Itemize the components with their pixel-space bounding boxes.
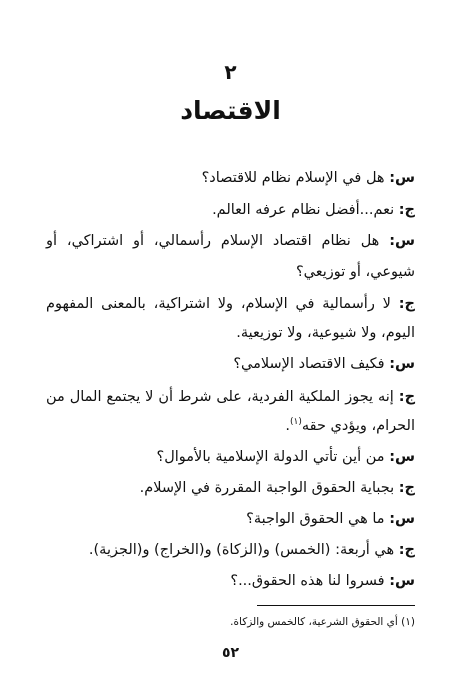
continuation-line [46, 416, 415, 438]
answer-line [46, 478, 415, 498]
line-text: هي أربعة: (الخمس) و(الزكاة) و(الخراج) و(الجزية). [88, 542, 395, 558]
question-line [46, 571, 415, 591]
question-line [46, 354, 415, 374]
footnote-divider [257, 605, 415, 606]
answer-line [46, 540, 415, 560]
chapter-title: الاقتصاد [180, 96, 281, 125]
question-line [46, 168, 415, 188]
question-label: س: [389, 356, 415, 372]
answer-label: ج: [398, 542, 415, 558]
answer-label: ج: [398, 202, 415, 218]
answer-label: ج: [398, 296, 415, 312]
line-text: لا رأسمالية في الإسلام، ولا اشتراكية، بالمعنى المفهوم [46, 296, 391, 312]
answer-line [46, 200, 415, 220]
line-text: شيوعي، أو توزيعي؟ [295, 264, 415, 280]
line-text: فسروا لنا هذه الحقوق...؟ [230, 573, 385, 589]
question-label: س: [389, 170, 415, 186]
line-text: ما هي الحقوق الواجبة؟ [246, 511, 385, 527]
question-label: س: [389, 573, 415, 589]
answer-line [46, 294, 415, 314]
line-text: اليوم، ولا شيوعية، ولا توزيعية. [236, 325, 415, 341]
line-text: نعم...أفضل نظام عرفه العالم. [212, 202, 395, 218]
continuation-line [46, 323, 415, 343]
line-text: الحرام، ويؤدي حقه [301, 418, 415, 434]
question-label: س: [389, 511, 415, 527]
line-text: إنه يجوز الملكية الفردية، على شرط أن لا يجتمع المال من [46, 389, 394, 405]
line-text: من أين تأتي الدولة الإسلامية بالأموال؟ [156, 449, 385, 465]
question-line [46, 509, 415, 529]
answer-line [46, 387, 415, 407]
footnote: (١) أي الحقوق الشرعية، كالخمس والزكاة. [230, 616, 415, 628]
chapter-number: ٢ [224, 60, 237, 84]
line-end-punctuation: . [285, 418, 290, 434]
answer-label: ج: [398, 480, 415, 496]
question-line [46, 231, 415, 251]
question-label: س: [389, 233, 416, 249]
question-label: س: [389, 449, 415, 465]
line-text: فكيف الاقتصاد الإسلامي؟ [233, 356, 385, 372]
line-text: بجباية الحقوق الواجبة المقررة في الإسلام. [139, 480, 395, 496]
footnote-reference: (١) [290, 417, 302, 427]
line-text: هل نظام اقتصاد الإسلام رأسمالي، أو اشتراكي، أو [46, 233, 380, 249]
continuation-line [46, 262, 415, 282]
question-line [46, 447, 415, 467]
line-text: هل في الإسلام نظام للاقتصاد؟ [201, 170, 385, 186]
page-number: ٥٢ [221, 645, 240, 661]
answer-label: ج: [398, 389, 416, 405]
